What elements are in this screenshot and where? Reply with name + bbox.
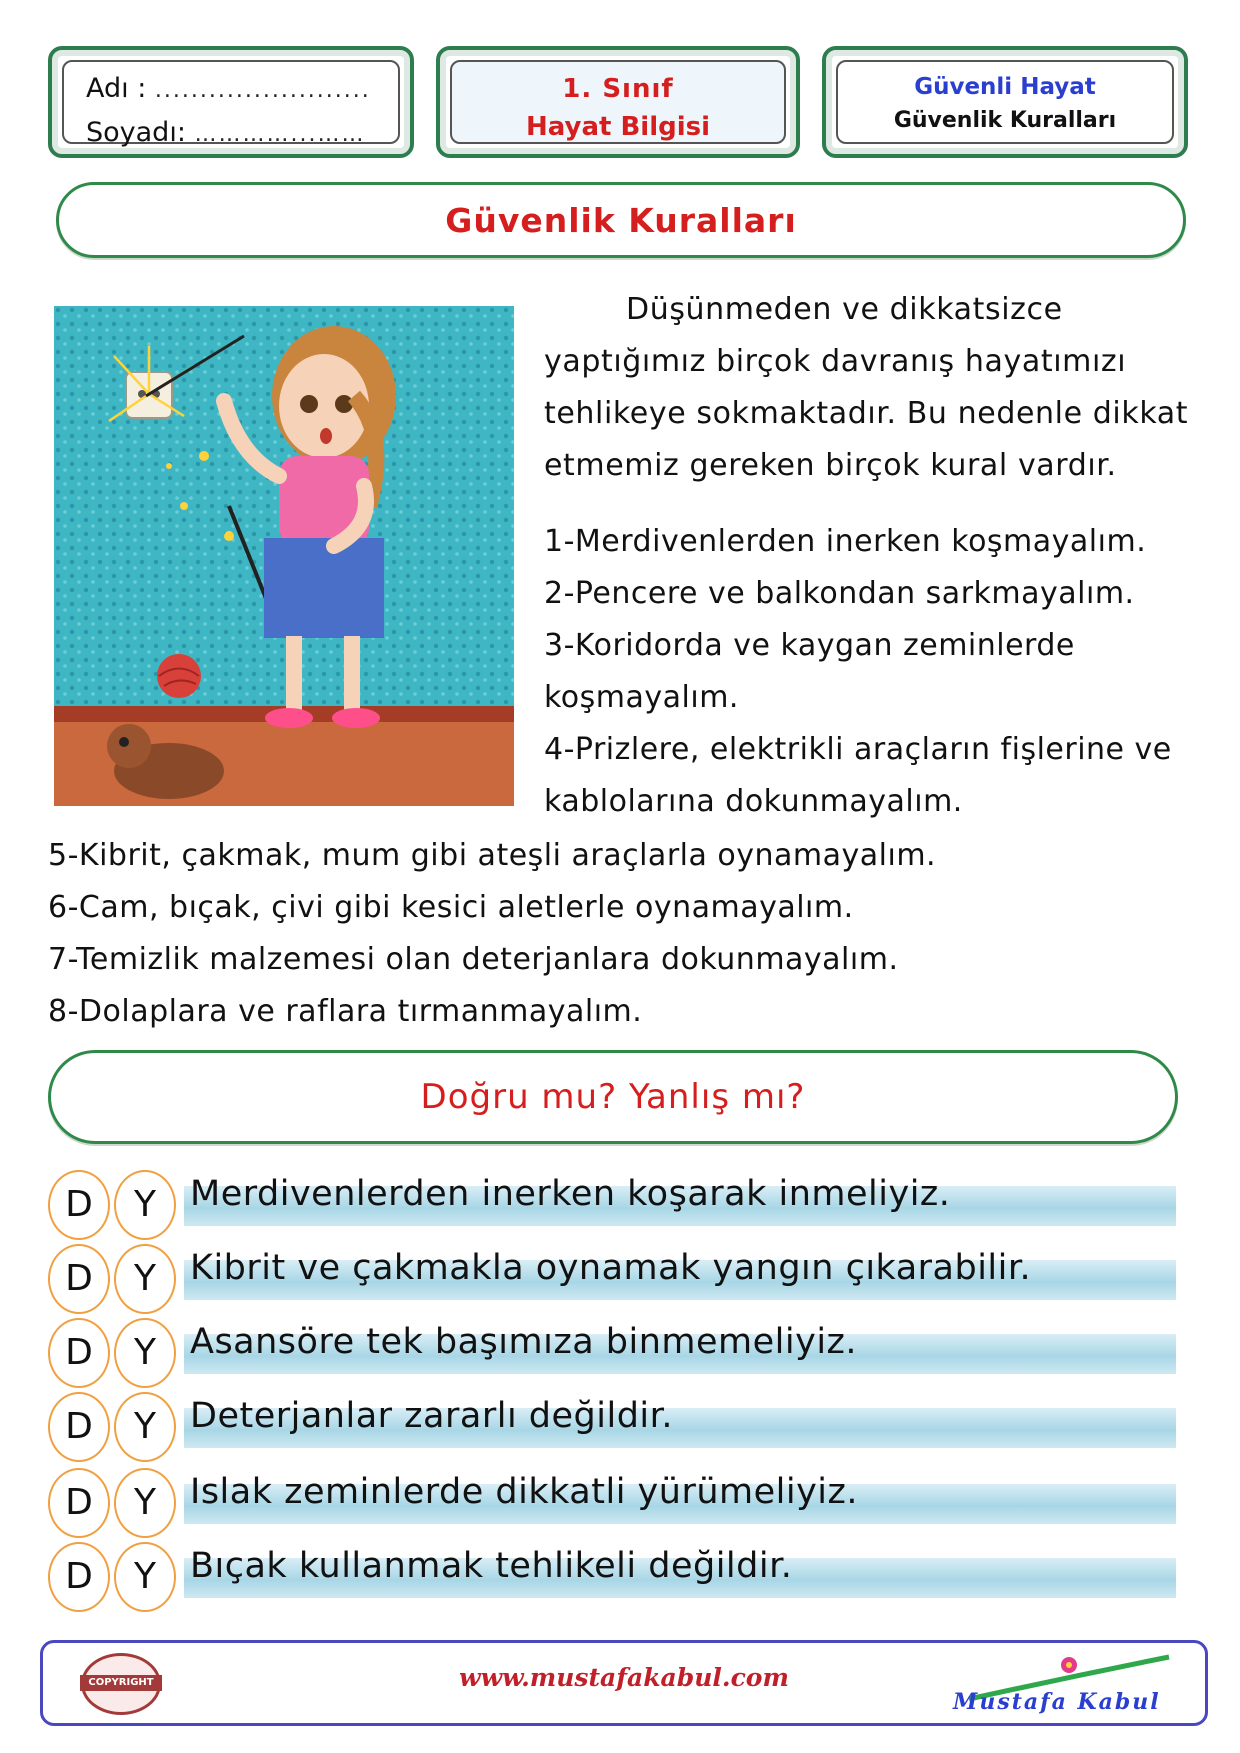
question-text: Bıçak kullanmak tehlikeli değildir. <box>190 1546 793 1586</box>
author-logo-text: Mustafa Kabul <box>953 1689 1161 1715</box>
true-option[interactable]: D <box>48 1468 110 1538</box>
question-text: Deterjanlar zararlı değildir. <box>190 1396 673 1436</box>
question-text: Islak zeminlerde dikkatli yürümeliyiz. <box>190 1472 859 1512</box>
intro-line: yaptığımız birçok davranış hayatımızı <box>544 344 1127 379</box>
author-logo <box>949 1647 1179 1717</box>
rule-item: koşmayalım. <box>544 680 739 715</box>
question-row <box>48 1168 1180 1240</box>
rule-item: 8-Dolaplara ve raflara tırmanmayalım. <box>48 994 643 1029</box>
illustration-svg <box>54 306 514 806</box>
section-title-banner <box>56 182 1186 258</box>
true-option[interactable]: D <box>48 1392 110 1462</box>
surname-dots: …………...…… <box>194 122 366 147</box>
surname-label: Soyadı: <box>86 117 186 148</box>
rule-item: 4-Prizlere, elektrikli araçların fişlerine ve <box>544 732 1172 767</box>
unit-box <box>822 46 1188 158</box>
false-option[interactable]: Y <box>114 1542 176 1612</box>
footer <box>40 1640 1208 1726</box>
question-text: Merdivenlerden inerken koşarak inmeliyiz. <box>190 1174 951 1214</box>
subject-label: Hayat Bilgisi <box>525 112 711 142</box>
question-text: Kibrit ve çakmakla oynamak yangın çıkarabilir. <box>190 1248 1032 1288</box>
name-box <box>48 46 414 158</box>
rule-item: 6-Cam, bıçak, çivi gibi kesici aletlerle oynamayalım. <box>48 890 854 925</box>
rule-item: 5-Kibrit, çakmak, mum gibi ateşli araçlarla oynamayalım. <box>48 838 937 873</box>
name-line[interactable] <box>86 68 371 112</box>
question-row <box>48 1466 1180 1538</box>
copyright-badge-text: COPYRIGHT <box>80 1675 162 1691</box>
name-label: Adı : <box>86 73 147 104</box>
grade-box-inner <box>450 60 786 144</box>
false-option[interactable]: Y <box>114 1318 176 1388</box>
false-option[interactable]: Y <box>114 1170 176 1240</box>
website-link[interactable]: www.mustafakabul.com <box>459 1663 789 1692</box>
true-option[interactable]: D <box>48 1318 110 1388</box>
rule-item: 3-Koridorda ve kaygan zeminlerde <box>544 628 1075 663</box>
unit-label: Güvenli Hayat <box>914 74 1096 100</box>
grade-label: 1. Sınıf <box>562 74 674 104</box>
topic-label: Güvenlik Kuralları <box>893 108 1117 133</box>
true-option[interactable]: D <box>48 1170 110 1240</box>
quiz-title: Doğru mu? Yanlış mı? <box>420 1077 806 1117</box>
name-dots: ........................ <box>154 78 371 103</box>
false-option[interactable]: Y <box>114 1392 176 1462</box>
rule-item: kablolarına dokunmayalım. <box>544 784 963 819</box>
question-row <box>48 1242 1180 1314</box>
rule-item: 7-Temizlik malzemesi olan deterjanlara dokunmayalım. <box>48 942 899 977</box>
name-box-inner <box>62 60 400 148</box>
rule-item: 1-Merdivenlerden inerken koşmayalım. <box>544 524 1147 559</box>
question-text: Asansöre tek başımıza binmemeliyiz. <box>190 1322 858 1362</box>
intro-line: tehlikeye sokmaktadır. Bu nedenle dikkat <box>544 396 1189 431</box>
true-option[interactable]: D <box>48 1542 110 1612</box>
girl-electric-outlet-illustration <box>54 306 514 806</box>
true-option[interactable]: D <box>48 1244 110 1314</box>
rule-item: 2-Pencere ve balkondan sarkmayalım. <box>544 576 1135 611</box>
false-option[interactable]: Y <box>114 1244 176 1314</box>
intro-line: etmemiz gereken birçok kural vardır. <box>544 448 1117 483</box>
question-row <box>48 1316 1180 1388</box>
unit-box-inner <box>836 60 1174 144</box>
section-title: Güvenlik Kuralları <box>445 201 797 240</box>
question-row <box>48 1540 1180 1612</box>
quiz-title-banner <box>48 1050 1178 1144</box>
false-option[interactable]: Y <box>114 1468 176 1538</box>
grade-box <box>436 46 800 158</box>
surname-line[interactable] <box>86 112 371 156</box>
question-row <box>48 1390 1180 1462</box>
intro-line: Düşünmeden ve dikkatsizce <box>626 292 1063 327</box>
